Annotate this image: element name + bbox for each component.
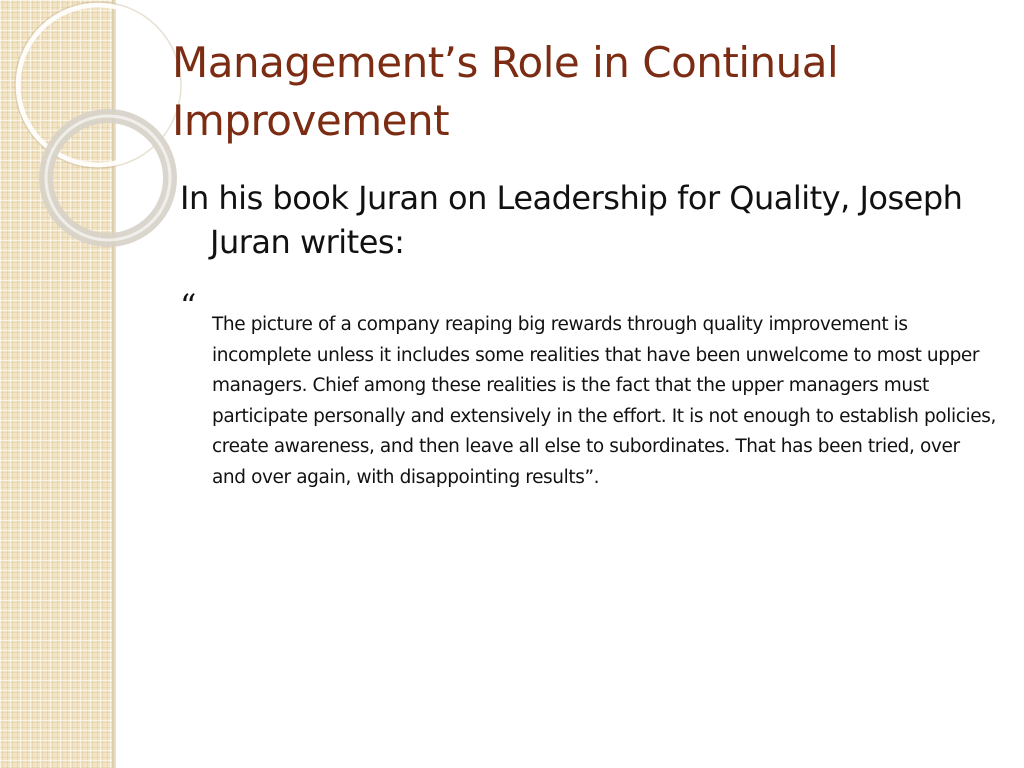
slide-title: Management’s Role in Continual Improvement bbox=[172, 38, 839, 145]
decorative-ring-lower-highlight bbox=[46, 116, 170, 240]
intro-paragraph: In his book Juran on Leadership for Quality, Joseph Juran writes: bbox=[180, 179, 963, 261]
opening-quote-mark: “ bbox=[180, 287, 197, 325]
juran-quote: The picture of a company reaping big rewards through quality improvement is incomplete unless it includes some realities that have been unwelcome to most upper managers. Chief among these realities is the fact that the upper managers must participate personally and extensively in the effort. It is not enough to establish policies, create awareness, and then leave all else to subordinates. That has been tried, over and over again, with disappointing results”. bbox=[212, 314, 996, 488]
decorative-rings bbox=[0, 0, 200, 260]
